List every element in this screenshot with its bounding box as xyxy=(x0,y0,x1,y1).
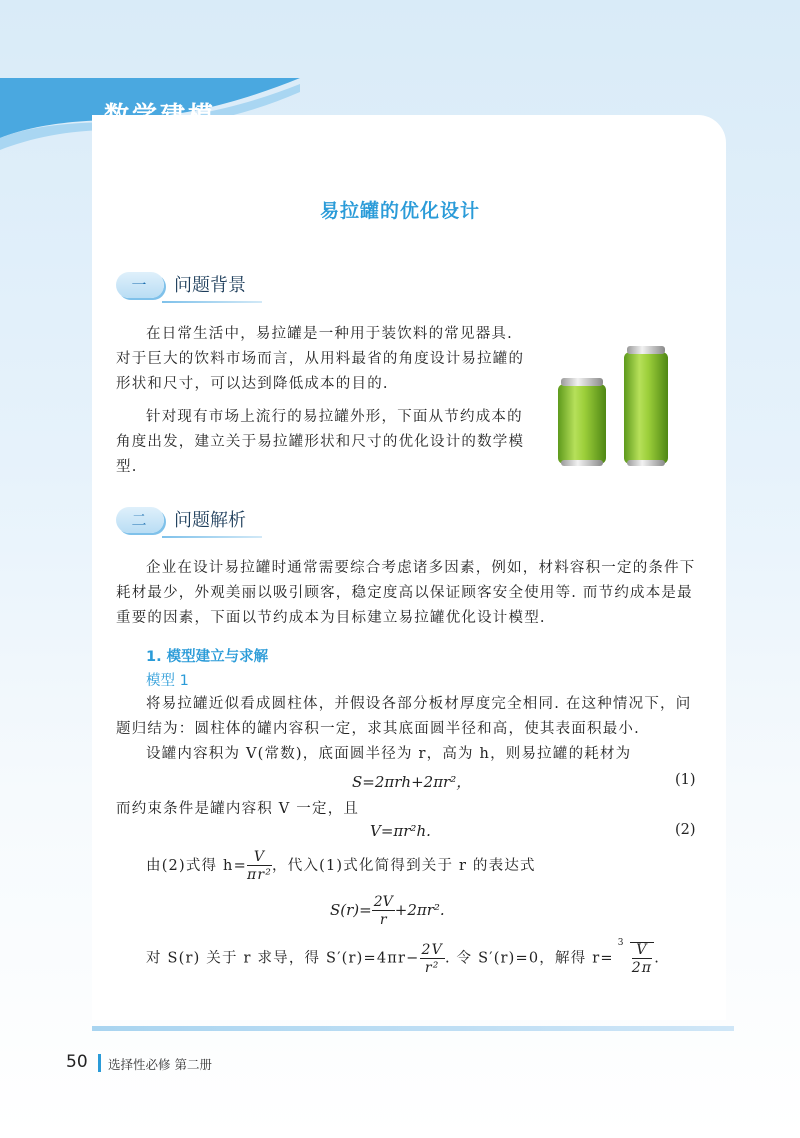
formula-surface-lead: S(r)= xyxy=(330,901,372,919)
formula-surface-tail: +2πr². xyxy=(394,901,445,919)
fraction-numerator: V xyxy=(247,850,272,866)
short-can xyxy=(558,378,606,466)
formula-volume: V=πr²h. xyxy=(370,822,431,840)
section-heading-analysis xyxy=(116,503,276,543)
fraction-denominator: r xyxy=(379,912,387,928)
fraction-denominator: 2π xyxy=(631,960,653,976)
derivation-lead: 由(2)式得 h= xyxy=(146,858,247,874)
cans-illustration xyxy=(548,340,698,470)
derivation-line xyxy=(146,850,536,882)
fraction-numerator: V xyxy=(632,943,653,959)
section-heading-background xyxy=(116,268,276,308)
footer-divider xyxy=(98,1054,101,1072)
cube-root xyxy=(617,938,655,976)
page-title: 易拉罐的优化设计 xyxy=(319,200,480,222)
derivative-line xyxy=(146,938,661,976)
model-paragraph-1: 将易拉罐近似看成圆柱体，并假设各部分板材厚度完全相同. 在这种情况下，问题归结为：圆柱体的罐内容积一定，求其底面圆半径和高，使其表面积最小. xyxy=(116,696,692,737)
background-paragraph-2: 针对现有市场上流行的易拉罐外形，下面从节约成本的角度出发，建立关于易拉罐形状和尺寸的优化设计的数学模型. xyxy=(116,409,525,475)
background-paragraph-1: 在日常生活中，易拉罐是一种用于装饮料的常见器具. 对于巨大的饮料市场而言，从用料最省的角度设计易拉罐的形状和尺寸，可以达到降低成本的目的. xyxy=(116,326,525,392)
fraction-numerator: 2V xyxy=(373,894,393,910)
book-title: 选择性必修 第二册 xyxy=(108,1057,212,1072)
fraction-v-over-2pi xyxy=(632,943,653,975)
fraction-h xyxy=(247,850,272,882)
section-underline xyxy=(162,536,262,538)
formula-material: S=2πrh+2πr²， xyxy=(352,773,472,791)
tall-can xyxy=(624,346,668,466)
footer-rule xyxy=(92,1026,734,1031)
root-index: 3 xyxy=(617,938,625,948)
page-number: 50 xyxy=(66,1052,88,1072)
root-body xyxy=(630,942,655,975)
subsection-heading: 1. 模型建立与求解 xyxy=(146,649,269,665)
section-number: 二 xyxy=(131,511,147,529)
fraction-denominator: r² xyxy=(424,959,440,976)
section-label: 问题解析 xyxy=(174,510,246,531)
derivative-lead: 对 S(r) 关于 r 求导，得 S′(r)=4πr− xyxy=(146,950,420,967)
model-label: 模型 1 xyxy=(146,673,189,689)
derivative-mid: . 令 S′(r)=0，解得 r= xyxy=(444,950,614,967)
analysis-paragraph: 企业在设计易拉罐时通常需要综合考虑诸多因素，例如，材料容积一定的条件下耗材最少，外观美丽以吸引顾客，稳定度高以保证顾客安全使用等. 而节约成本是最重要的因素，下面以节约成本为目标建立易拉罐优化设计模型. xyxy=(116,560,696,626)
section-number: 一 xyxy=(131,276,147,294)
fraction-2v-over-r xyxy=(372,895,395,927)
fraction-2v-over-r2 xyxy=(420,943,445,975)
derivation-tail: ，代入(1)式化简得到关于 r 的表达式 xyxy=(272,858,536,874)
model-paragraph-2: 设罐内容积为 V(常数)，底面圆半径为 r，高为 h，则易拉罐的耗材为 xyxy=(146,746,632,762)
derivative-end: . xyxy=(654,950,661,967)
section-label: 问题背景 xyxy=(174,275,246,296)
section-underline xyxy=(162,301,262,303)
fraction-denominator: πr² xyxy=(246,867,273,883)
formula-surface xyxy=(330,895,445,927)
equation-number-2: (2) xyxy=(675,822,696,838)
constraint-text: 而约束条件是罐内容积 V 一定，且 xyxy=(116,801,360,817)
fraction-numerator: 2V xyxy=(421,941,443,958)
equation-number-1: (1) xyxy=(675,772,696,788)
